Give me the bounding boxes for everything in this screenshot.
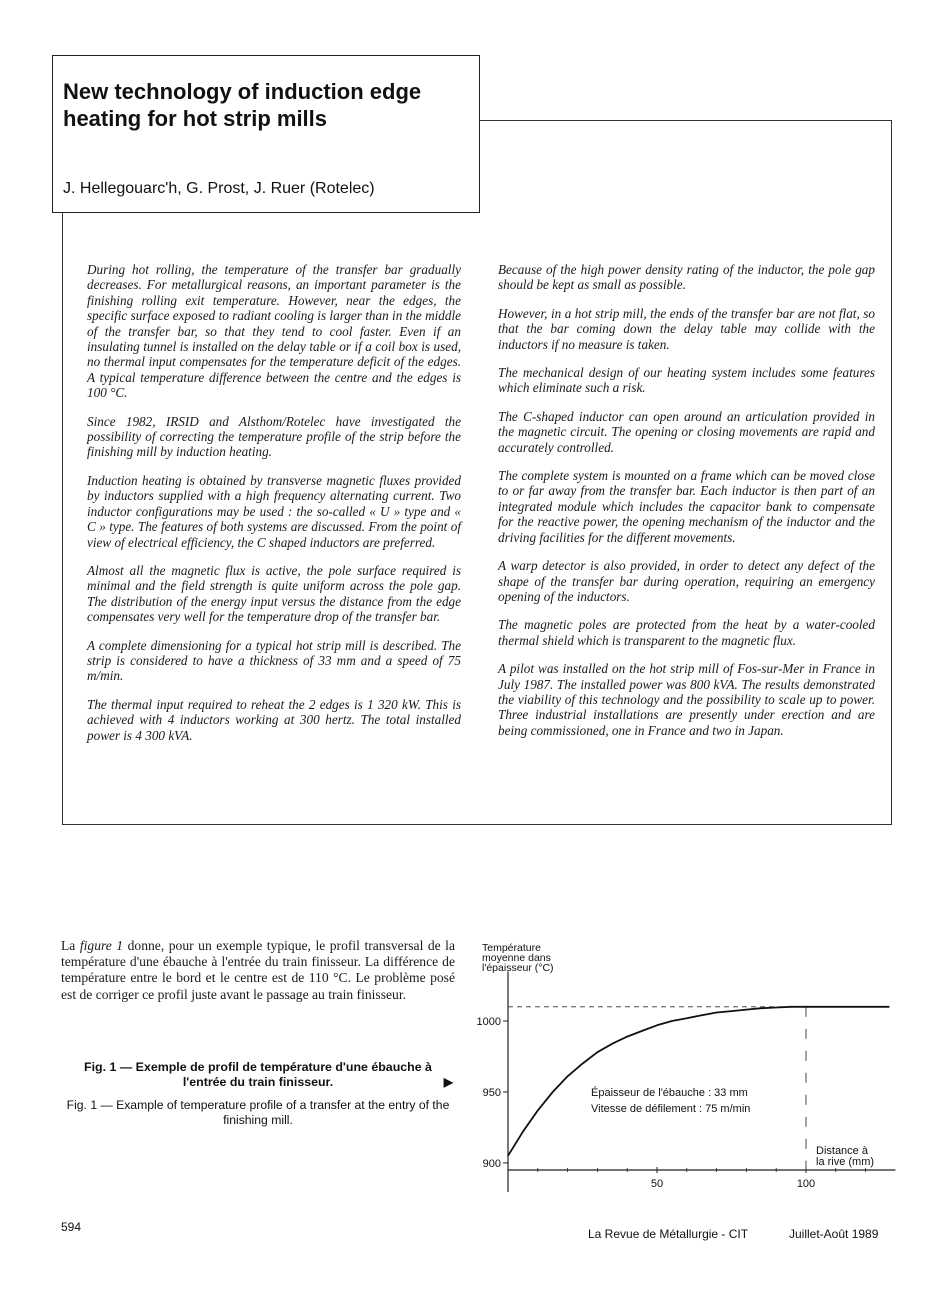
temperature-profile-line bbox=[508, 1007, 889, 1156]
issue-date: Juillet-Août 1989 bbox=[789, 1227, 879, 1241]
body-text-prefix: La bbox=[61, 938, 80, 953]
abstract-right-column bbox=[498, 262, 875, 751]
abstract-paragraph: During hot rolling, the temperature of the transfer bar gradually decreases. For metallurgical reasons, an important parameter is the finishing rolling exit temperature. However, near the edges, the specific surface exposed to radiant cooling is larger than in the middle of the transfer bar, so that they tend to cool faster. Even if an insulating tunnel is installed on the delay table or if a coil box is used, no thermal input compensates for the temperature deficit of the edges. A typical temperature difference between the centre and the edges is 100 °C. bbox=[87, 262, 461, 401]
journal-name: La Revue de Métallurgie - CIT bbox=[588, 1227, 749, 1241]
abstract-paragraph: A complete dimensioning for a typical hot strip mill is described. The strip is considered to have a thickness of 33 mm and a speed of 75 m/min. bbox=[87, 637, 461, 684]
abstract-paragraph: The mechanical design of our heating system includes some features which eliminate such a risk. bbox=[498, 365, 875, 396]
chart-annotation: Épaisseur de l'ébauche : 33 mm bbox=[591, 1087, 748, 1099]
chart-ylabel-line: Température bbox=[482, 942, 541, 954]
temperature-profile-chart bbox=[470, 935, 910, 1200]
chart-annotation: Vitesse de défilement : 75 m/min bbox=[591, 1103, 751, 1115]
y-tick-label: 950 bbox=[482, 1086, 501, 1099]
abstract-paragraph: A pilot was installed on the hot strip mill of Fos-sur-Mer in France in July 1987. The installed power was 800 kVA. The results demonstrated the viability of this technology and the possibility to scale up to power. Three industrial installations are presently under erection and are being commissioned, one in France and two in Japan. bbox=[498, 661, 875, 738]
y-tick-label: 1000 bbox=[476, 1016, 501, 1028]
chart-series bbox=[508, 1007, 889, 1156]
abstract-paragraph: The complete system is mounted on a frame which can be moved close to or far away from the transfer bar. Each inductor is then part of an integrated module which includes the capacitor bank to compensate for the reactive power, the opening mechanism of the inductor and the driving facilities for the different movements. bbox=[498, 468, 875, 545]
abstract-paragraph: The C-shaped inductor can open around an articulation provided in the magnetic circuit. The opening or closing movements are rapid and accurately controlled. bbox=[498, 408, 875, 455]
x-tick-label: 100 bbox=[796, 1178, 816, 1190]
abstract-paragraph: Because of the high power density rating of the inductor, the pole gap should be kept as small as possible. bbox=[498, 262, 875, 293]
article-authors: J. Hellegouarc'h, G. Prost, J. Ruer (Rotelec) bbox=[63, 180, 375, 197]
abstract-paragraph: Since 1982, IRSID and Alsthom/Rotelec have investigated the possibility of correcting the temperature profile of the strip before the finishing mill by induction heating. bbox=[87, 413, 461, 460]
chart-ylabel-line: l'épaisseur (°C) bbox=[482, 962, 554, 974]
abstract-paragraph: A warp detector is also provided, in order to detect any defect of the shape of the transfer bar during operation, requiring an emergency opening of the inductors. bbox=[498, 558, 875, 604]
figure-caption-english: Fig. 1 — Example of temperature profile of a transfer at the entry of the finishing mill. bbox=[66, 1098, 450, 1127]
x-tick-label: 50 bbox=[650, 1178, 664, 1190]
figure-reference: figure 1 bbox=[79, 938, 124, 953]
chart-ylabel-line: moyenne dans bbox=[482, 952, 551, 964]
chart-annotations bbox=[591, 1086, 750, 1115]
article-title: New technology of induction edge heating for hot strip mills bbox=[63, 79, 422, 131]
body-text-rest: donne, pour un exemple typique, le profil transversal de la température d'une ébauche à l'entrée du train finisseur. La différence de température entre le bord et le centre est de 110 °C. Le problème posé est de corriger ce profil juste avant le passage au train finisseur. bbox=[61, 938, 455, 1002]
abstract-left-column bbox=[87, 262, 461, 756]
chart-ylabel bbox=[482, 942, 554, 974]
abstract-paragraph: Almost all the magnetic flux is active, the pole surface required is minimal and the field strength is quite uniform across the pole gap. The distribution of the energy input versus the distance from the edge compensates very well for the temperature drop of the transfer bar. bbox=[87, 562, 461, 625]
chart-xlabel-line: la rive (mm) bbox=[816, 1156, 875, 1168]
caption-arrow-icon: ▶ bbox=[443, 1075, 453, 1089]
figure-caption-french bbox=[61, 1060, 455, 1090]
y-tick-label: 900 bbox=[482, 1157, 501, 1170]
abstract-paragraph: The magnetic poles are protected from the heat by a water-cooled thermal shield which is transparent to the magnetic flux. bbox=[498, 617, 875, 648]
title-box bbox=[52, 55, 480, 213]
caption-french-text: Fig. 1 — Exemple de profil de température d'une ébauche à l'entrée du train finisseur. bbox=[84, 1060, 432, 1089]
abstract-paragraph: The thermal input required to reheat the 2 edges is 1 320 kW. This is achieved with 4 inductors working at 300 hertz. The total installed power is 4 300 kVA. bbox=[87, 696, 461, 743]
chart-xlabel-line: Distance à bbox=[816, 1145, 868, 1157]
abstract-paragraph: Induction heating is obtained by transverse magnetic fluxes provided by inductors supplied with a high frequency alternating current. Two inductor configurations may be used : the so-called « U » type and « C » type. The features of both systems are discussed. From the point of view of electrical efficiency, the C shaped inductors are preferred. bbox=[87, 472, 461, 550]
page-number: 594 bbox=[61, 1220, 82, 1234]
chart-xlabel bbox=[816, 1145, 874, 1168]
abstract-paragraph: However, in a hot strip mill, the ends of the transfer bar are not flat, so that the bar coming down the delay table may collide with the inductors if no measure is taken. bbox=[498, 305, 875, 352]
body-text-french bbox=[61, 938, 455, 1003]
